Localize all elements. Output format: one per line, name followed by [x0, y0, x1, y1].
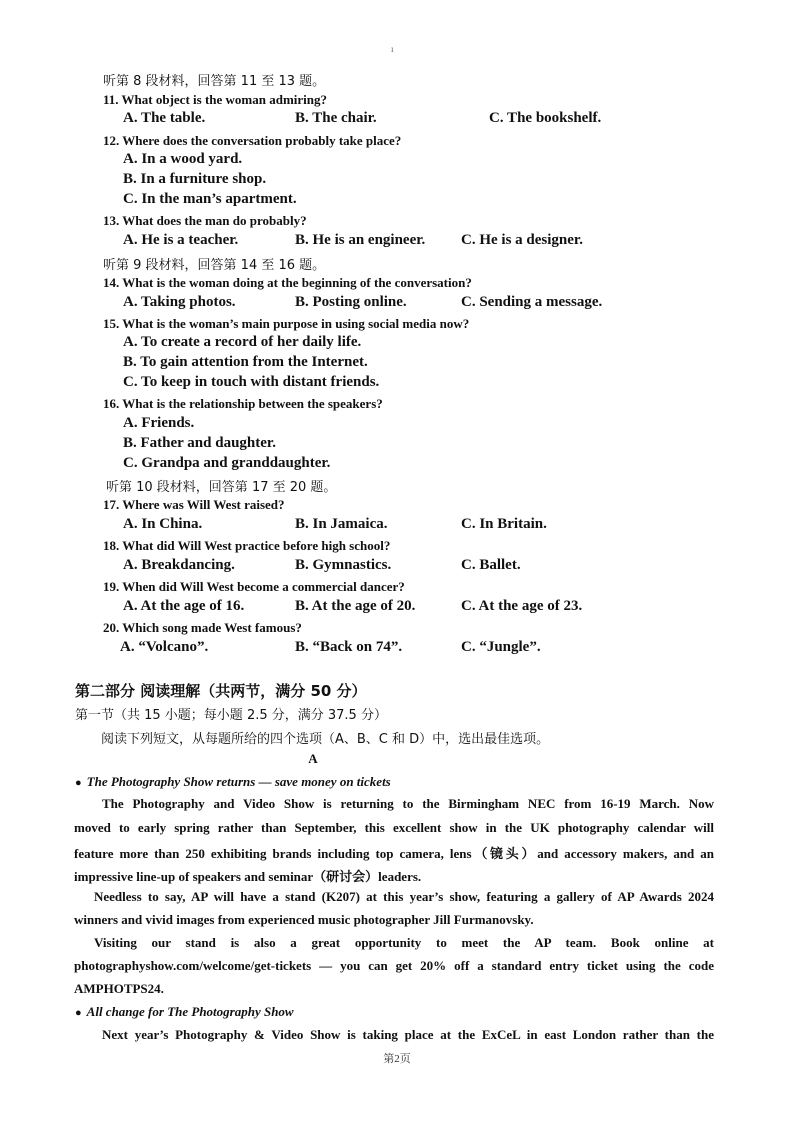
q20-option-a: A. “Volcano”.: [120, 639, 209, 655]
q14-option-c: C. Sending a message.: [461, 294, 603, 310]
question-11: 11. What object is the woman admiring?: [103, 92, 328, 107]
q20-option-c: C. “Jungle”.: [461, 639, 541, 655]
question-16: 16. What is the relationship between the speakers?: [103, 396, 383, 411]
q19-option-b: B. At the age of 20.: [295, 598, 416, 614]
q12-option-a: A. In a wood yard.: [123, 151, 243, 167]
q18-option-c: C. Ballet.: [461, 557, 521, 573]
section-10-header: 听第 10 段材料，回答第 17 至 20 题。: [106, 480, 337, 495]
q18-option-b: B. Gymnastics.: [295, 557, 392, 573]
question-19: 19. When did Will West become a commercial dancer?: [103, 579, 405, 594]
question-13: 13. What does the man do probably?: [103, 213, 307, 228]
section-9-header: 听第 9 段材料，回答第 14 至 16 题。: [103, 258, 326, 273]
paragraph-1-line-1: The Photography and Video Show is returning to the Birmingham NEC from 16-19 March. Now: [102, 796, 714, 811]
q12-option-b: B. In a furniture shop.: [123, 171, 267, 187]
paragraph-3-line-3: AMPHOTPS24.: [74, 981, 164, 996]
q19-option-a: A. At the age of 16.: [123, 598, 245, 614]
paragraph-3-line-2: photographyshow.com/welcome/get-tickets — you can get 20% off a standard entry ticket using the code: [74, 958, 714, 973]
paragraph-1-line-2: moved to early spring rather than September, this excellent show in the UK photography calendar will: [74, 820, 714, 835]
q13-option-c: C. He is a designer.: [461, 232, 583, 248]
question-17: 17. Where was Will West raised?: [103, 497, 285, 512]
bullet-heading-2: [75, 1004, 294, 1020]
passage-label: A: [308, 751, 318, 766]
question-14: 14. What is the woman doing at the beginning of the conversation?: [103, 275, 472, 290]
paragraph-1-line-3: feature more than 250 exhibiting brands including top camera, lens（镜头）and accessory makers, and an: [74, 846, 714, 861]
paragraph-4-line-1: Next year’s Photography & Video Show is taking place at the ExCeL in east London rather than the: [102, 1027, 714, 1042]
q16-option-b: B. Father and daughter.: [123, 435, 276, 451]
bullet-heading-1-text: The Photography Show returns — save money on tickets: [86, 774, 391, 789]
q17-option-b: B. In Jamaica.: [295, 516, 388, 532]
bullet-heading-1: [75, 774, 391, 790]
q17-option-c: C. In Britain.: [461, 516, 547, 532]
section-8-header: 听第 8 段材料，回答第 11 至 13 题。: [103, 74, 326, 89]
q15-option-b: B. To gain attention from the Internet.: [123, 354, 368, 370]
q11-option-a: A. The table.: [123, 110, 206, 126]
paragraph-3-line-1: Visiting our stand is also a great opportunity to meet the AP team. Book online at: [94, 935, 714, 950]
bullet-icon: ●: [75, 777, 82, 789]
bullet-icon: ●: [75, 1007, 82, 1019]
q13-option-b: B. He is an engineer.: [295, 232, 426, 248]
paragraph-2-line-2: winners and vivid images from experienced music photographer Jill Furmanovsky.: [74, 912, 534, 927]
q18-option-a: A. Breakdancing.: [123, 557, 235, 573]
top-mark: ı: [391, 44, 394, 54]
question-20: 20. Which song made West famous?: [103, 620, 302, 635]
bullet-heading-2-text: All change for The Photography Show: [86, 1004, 294, 1019]
page-number: 第2页: [383, 1053, 411, 1065]
paragraph-1-line-4: impressive line-up of speakers and seminar（研讨会）leaders.: [74, 869, 422, 884]
reading-instruction: 阅读下列短文，从每题所给的四个选项（A、B、C 和 D）中，选出最佳选项。: [101, 732, 550, 747]
part-two-title: 第二部分 阅读理解（共两节，满分 50 分）: [75, 682, 367, 700]
q16-option-c: C. Grandpa and granddaughter.: [123, 455, 331, 471]
paragraph-2-line-1: Needless to say, AP will have a stand (K207) at this year’s show, featuring a gallery of AP Awards 2024: [94, 889, 714, 904]
question-15: 15. What is the woman’s main purpose in using social media now?: [103, 316, 470, 331]
q19-option-c: C. At the age of 23.: [461, 598, 583, 614]
question-18: 18. What did Will West practice before high school?: [103, 538, 391, 553]
q20-option-b: B. “Back on 74”.: [295, 639, 403, 655]
section-one-title: 第一节（共 15 小题；每小题 2.5 分，满分 37.5 分）: [75, 708, 387, 723]
q13-option-a: A. He is a teacher.: [123, 232, 239, 248]
question-12: 12. Where does the conversation probably take place?: [103, 133, 402, 148]
q14-option-a: A. Taking photos.: [123, 294, 236, 310]
q17-option-a: A. In China.: [123, 516, 203, 532]
q15-option-a: A. To create a record of her daily life.: [123, 334, 362, 350]
q11-option-b: B. The chair.: [295, 110, 377, 126]
q11-option-c: C. The bookshelf.: [489, 110, 602, 126]
q12-option-c: C. In the man’s apartment.: [123, 191, 297, 207]
q15-option-c: C. To keep in touch with distant friends.: [123, 374, 380, 390]
q16-option-a: A. Friends.: [123, 415, 195, 431]
q14-option-b: B. Posting online.: [295, 294, 407, 310]
